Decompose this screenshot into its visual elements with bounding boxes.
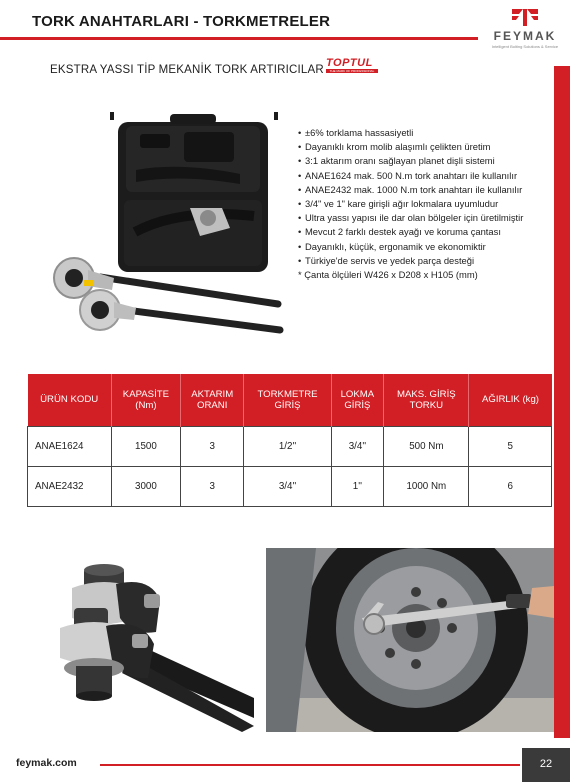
bullet-icon: •	[298, 127, 302, 138]
table-header-row	[28, 374, 552, 426]
bullet-icon: •	[298, 240, 302, 252]
th-product-code: ÜRÜN KODU	[28, 374, 112, 426]
cell-transfer-ratio: 3	[180, 426, 244, 466]
feature-item: • Mevcut 2 farklı destek ayağı ve koruma çantası	[298, 225, 560, 239]
cell-socket-input: 1''	[331, 466, 384, 506]
bullet-icon: •	[298, 155, 302, 167]
cell-max-input-torque: 1000 Nm	[384, 466, 469, 506]
cell-capacity: 3000	[111, 466, 180, 506]
feymak-logo	[482, 6, 568, 50]
bullet-icon: •	[298, 254, 302, 266]
cell-weight: 5	[469, 426, 552, 466]
feature-item: • ANAE1624 mak. 500 N.m tork anahtarı ile kullanılır	[298, 169, 560, 183]
feymak-logo-mark-icon	[510, 6, 540, 28]
th-socket-input: LOKMA GİRİŞ	[331, 374, 384, 426]
footer-website-link[interactable]: feymak.com	[16, 757, 77, 769]
toptul-brand-word: TOPTUL	[326, 57, 373, 69]
logo-wordmark: FEYMAK	[493, 29, 557, 43]
th-capacity: KAPASİTE (Nm)	[111, 374, 180, 426]
th-max-input-torque: MAKS. GİRİŞ TORKU	[384, 374, 469, 426]
feature-item: • Dayanıklı krom molib alaşımlı çelikten üretim	[298, 140, 560, 154]
truck-wheel-photo	[266, 548, 554, 732]
cell-weight: 6	[469, 466, 552, 506]
header-rule	[0, 37, 478, 40]
cell-torque-wrench-input: 3/4''	[244, 466, 331, 506]
th-torque-wrench-input: TORKMETRE GİRİŞ	[244, 374, 331, 426]
feature-item: • 3:1 aktarım oranı sağlayan planet dişli sistemi	[298, 154, 560, 168]
table-row	[28, 466, 552, 506]
cell-transfer-ratio: 3	[180, 466, 244, 506]
cell-max-input-torque: 500 Nm	[384, 426, 469, 466]
feature-item: • 3/4" ve 1" kare girişli ağır lokmalara uyumludur	[298, 197, 560, 211]
page-title: TORK ANAHTARLARI - TORKMETRELER	[32, 13, 331, 30]
page-number: 22	[522, 748, 570, 782]
cell-socket-input: 3/4''	[331, 426, 384, 466]
feature-list	[298, 126, 560, 282]
case-dimensions-note: * Çanta ölçüleri W426 x D208 x H105 (mm)	[298, 269, 478, 281]
feature-item: • Dayanıklı, küçük, ergonamik ve ekonomiktir	[298, 240, 560, 254]
multiplier-closeup-photo	[32, 548, 254, 732]
product-subtitle: EKSTRA YASSI TİP MEKANİK TORK ARTIRICILAR	[50, 64, 324, 76]
bullet-icon: •	[298, 141, 302, 153]
cell-capacity: 1500	[111, 426, 180, 466]
bullet-icon: •	[298, 212, 302, 224]
product-case-image	[40, 112, 290, 342]
feature-item: • Türkiye'de servis ve yedek parça desteği	[298, 254, 560, 268]
feature-item: • ANAE2432 mak. 1000 N.m tork anahtarı ile kullanılır	[298, 183, 560, 197]
cell-torque-wrench-input: 1/2''	[244, 426, 331, 466]
cell-product-code: ANAE2432	[28, 466, 112, 506]
feature-item: • ±6% torklama hassasiyetli	[298, 126, 560, 140]
bullet-icon: •	[298, 169, 302, 181]
spec-table	[27, 374, 552, 507]
bullet-icon: •	[298, 226, 302, 238]
th-weight: AĞIRLIK (kg)	[469, 374, 552, 426]
bullet-icon: •	[298, 183, 302, 195]
footer-rule	[100, 764, 520, 766]
th-transfer-ratio: AKTARIM ORANI	[180, 374, 244, 426]
logo-tagline: Intelligent Bolting Solutions & Service	[491, 44, 559, 49]
toptul-brand-tagline: THE MARK OF PROFESSIONAL TOOLS	[326, 69, 378, 73]
bullet-icon: •	[298, 198, 302, 210]
toptul-brand-logo	[326, 57, 384, 77]
cell-product-code: ANAE1624	[28, 426, 112, 466]
table-row	[28, 426, 552, 466]
feature-item: • Ultra yassı yapısı ile dar olan bölgeler için üretilmiştir	[298, 211, 560, 225]
